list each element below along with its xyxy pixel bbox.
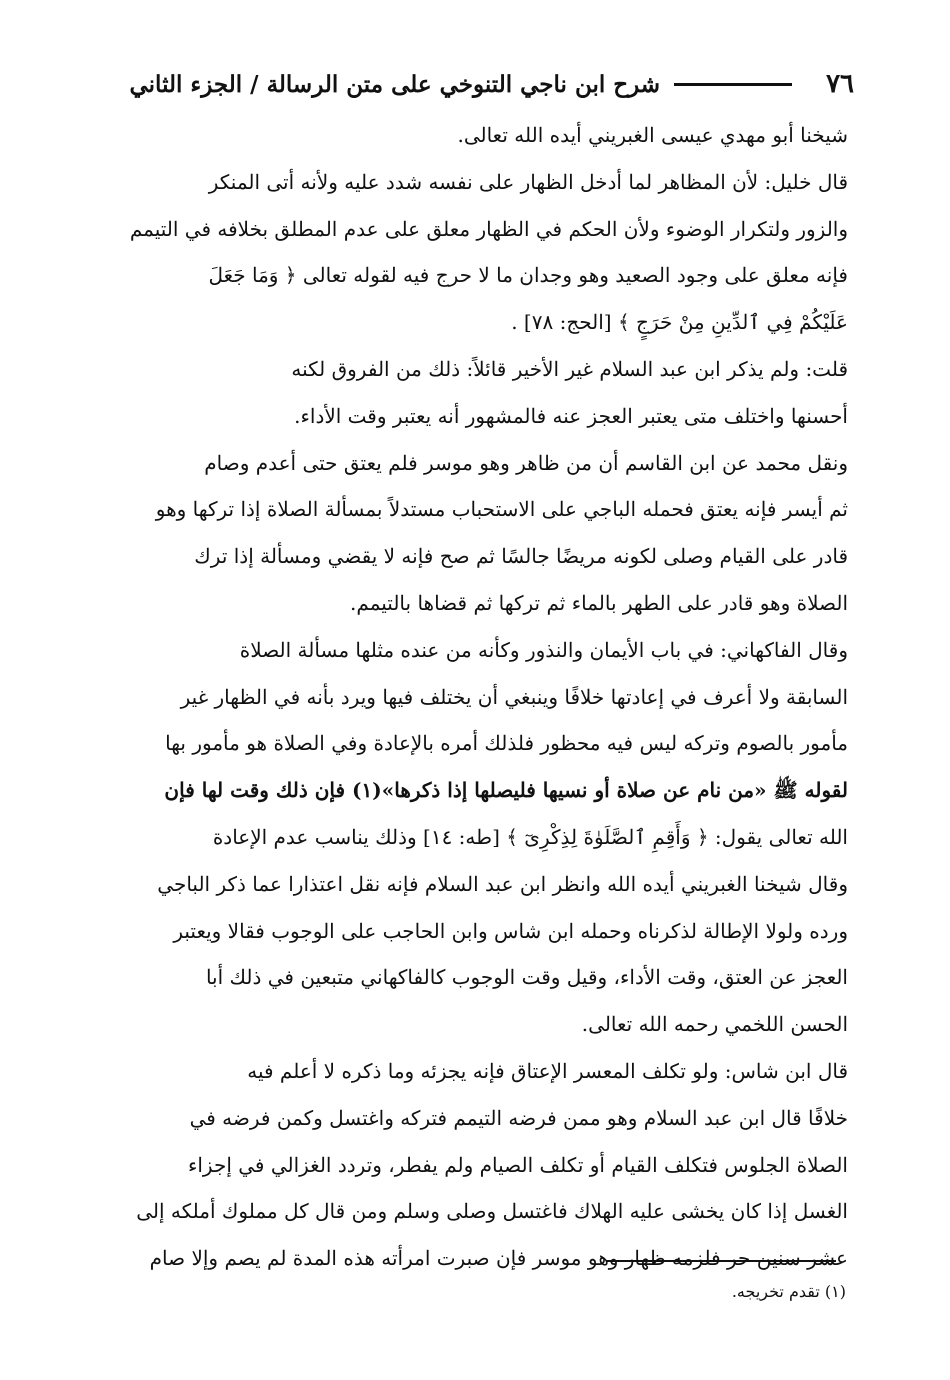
running-title: شرح ابن ناجي التنوخي على متن الرسالة / الجزء الثاني [129,70,661,98]
text-line: قلت: ولم يذكر ابن عبد السلام غير الأخير قائلاً: ذلك من الفروق لكنه [291,356,848,381]
text-line: ورده ولولا الإطالة لذكرناه وحمله ابن شاس وابن الحاجب على الوجوب فقالا ويعتبر [173,918,848,943]
text-line: العجز عن العتق، وقت الأداء، وقيل وقت الوجوب كالفاكهاني متبعين في ذلك أبا [205,965,848,990]
text-line: أحسنها واختلف متى يعتبر العجز عنه فالمشهور أنه يعتبر وقت الأداء. [294,403,848,428]
text-line: الصلاة وهو قادر على الطهر بالماء ثم تركها ثم قضاها بالتيمم. [350,590,848,615]
text-line: ونقل محمد عن ابن القاسم أن من ظاهر وهو موسر فلم يعتق حتى أعدم وصام [204,450,848,475]
text-line: الله تعالى يقول: ﴿ وَأَقِمِ ٱلصَّلَوٰةَ لِذِكْرِىٓ ﴾ [طه: ١٤] وذلك يناسب عدم الإعادة [212,824,848,849]
text-line: قادر على القيام وصلى لكونه مريضًا جالسًا ثم صح فإنه لا يقضي ومسألة إذا ترك [194,544,848,569]
text-line: ثم أيسر فإنه يعتق فحمله الباجي على الاستحباب مستدلاً بمسألة الصلاة إذا تركها وهو [155,497,848,522]
text-line: السابقة ولا أعرف في إعادتها خلافًا وينبغي أن يختلف فيها ويرد بأنه في الظهار غير [180,684,848,709]
text-line: الغسل إذا كان يخشى عليه الهلاك فاغتسل وصلى وسلم ومن قال كل مملوك أملكه إلى [136,1199,848,1224]
text-line: خلافًا قال ابن عبد السلام وهو ممن فرضه التيمم فتركه واغتسل وكمن فرضه في [189,1105,848,1130]
main-text [100,112,848,1282]
text-line: فإنه معلق على وجود الصعيد وهو وجدان ما لا حرج فيه لقوله تعالى ﴿ وَمَا جَعَلَ [208,263,848,288]
text-line: الصلاة الجلوس فتكلف القيام أو تكلف الصيام ولم يفطر، وتردد الغزالي في إجزاء [187,1152,848,1177]
text-line: وقال شيخنا الغبريني أيده الله وانظر ابن عبد السلام فإنه نقل اعتذارا عما ذكر الباجي [157,871,848,896]
text-line: مأمور بالصوم وتركه ليس فيه محظور فلذلك أمره بالإعادة وفي الصلاة هو مأمور بها [165,731,848,756]
text-line: الحسن اللخمي رحمه الله تعالى. [581,1012,848,1037]
hadith-line: لقوله ﷺ «من نام عن صلاة أو نسيها فليصلها إذا ذكرها»(١) فإن ذلك وقت لها فإن [164,778,848,803]
page-number: ٧٦ [826,69,854,99]
header-rule [674,83,792,86]
text-line: قال ابن شاس: ولو تكلف المعسر الإعتاق فإنه يجزئه وما ذكره لا أعلم فيه [247,1058,848,1083]
text-line: قال خليل: لأن المظاهر لما أدخل الظهار على نفسه شدد عليه ولأنه أتى المنكر [208,169,848,194]
quran-verse-line: عَلَيْكُمْ فِي ٱلدِّينِ مِنْ حَرَجٍ ﴾ [الحج: ٧٨] . [511,310,848,335]
text-line: شيخنا أبو مهدي عيسى الغبريني أيده الله تعالى. [457,123,848,147]
text-line: وقال الفاكهاني: في باب الأيمان والنذور وكأنه من عنده مثلها مسألة الصلاة [239,637,848,662]
page-header [100,62,854,106]
footnote: (١) تقدم تخريجه. [731,1282,846,1301]
text-line: عشر سنين حر فلزمه ظهار وهو موسر فإن صبرت امرأته هذه المدة لم يصم وإلا صام [149,1246,848,1271]
text-line: والزور ولتكرار الوضوء ولأن الحكم في الظهار معلق على عدم المطلق بخلافه في التيمم [129,216,848,241]
footnote-divider [606,1260,836,1262]
